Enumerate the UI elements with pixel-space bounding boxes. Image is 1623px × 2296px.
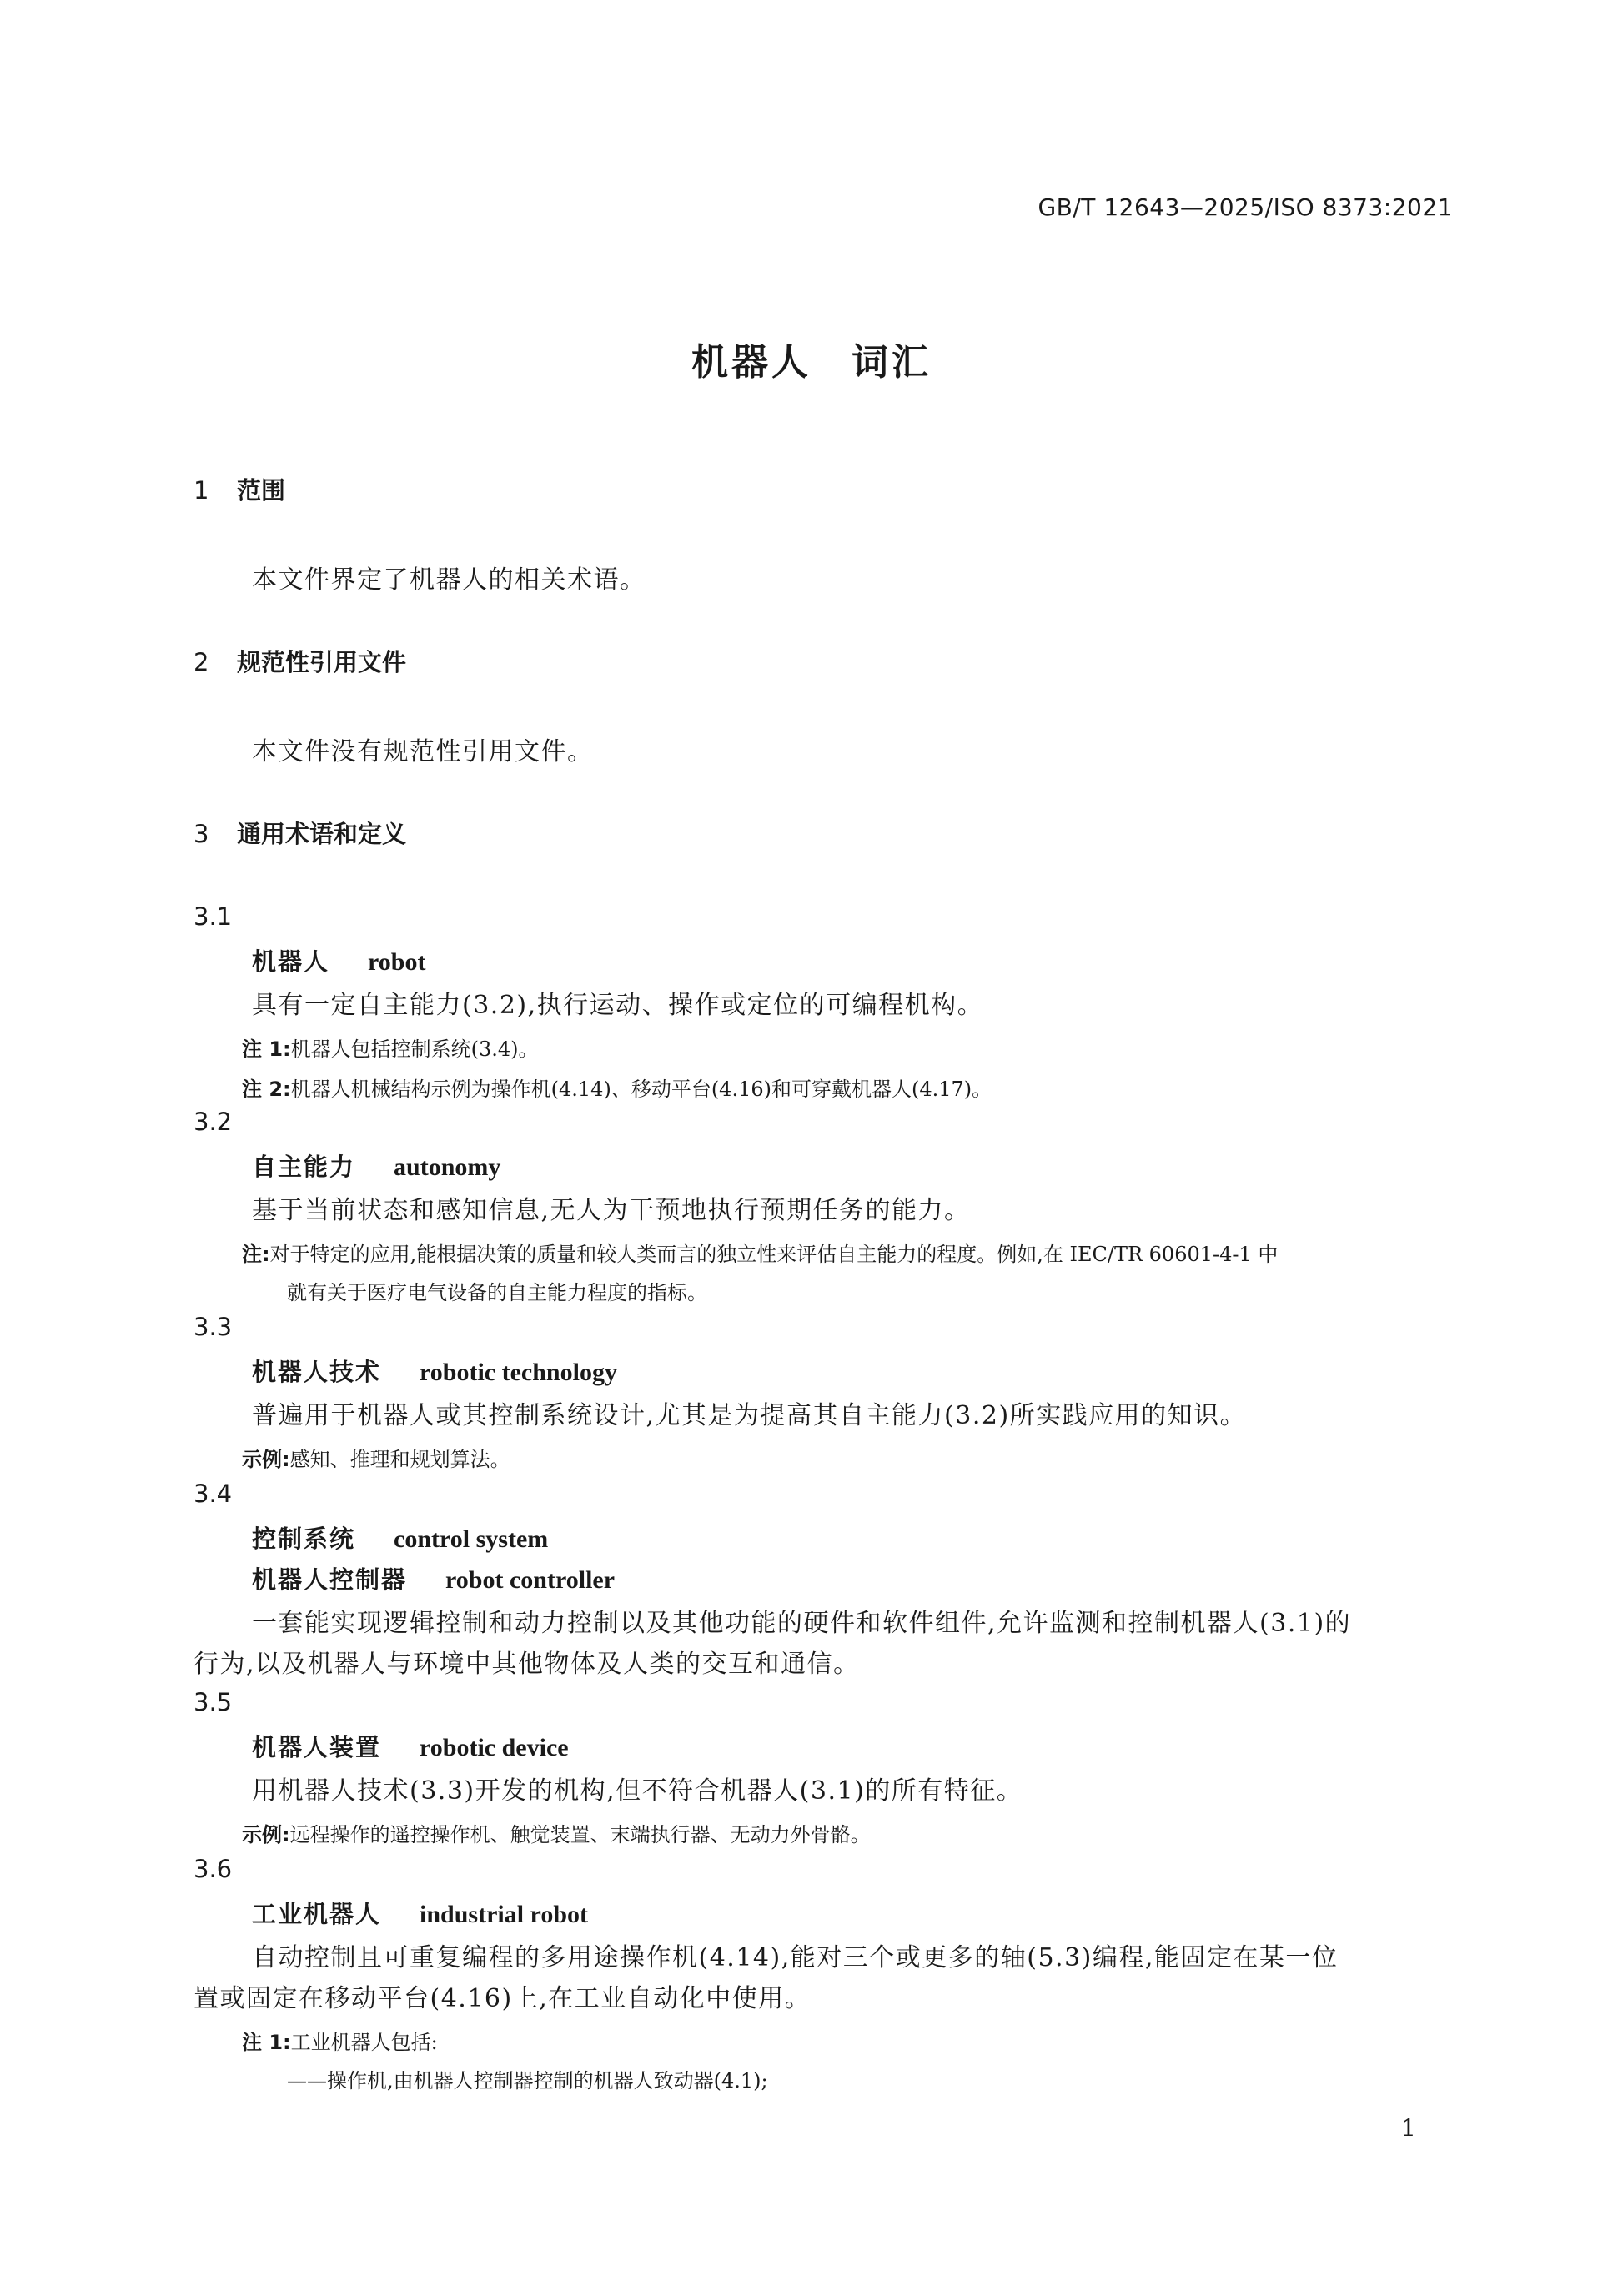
standard-code: GB/T 12643—2025/ISO 8373:2021 xyxy=(1038,193,1453,221)
term-heading: 工业机器人 industrial robot xyxy=(252,1900,589,1928)
term-note: 注 1:机器人包括控制系统(3.4)。 xyxy=(242,1037,539,1061)
document-title: 机器人 词汇 xyxy=(691,341,932,384)
term-definition-continuation: 置或固定在移动平台(4.16)上,在工业自动化中使用。 xyxy=(193,1984,812,2013)
section-heading-normative-references: 2 规范性引用文件 xyxy=(193,648,407,676)
section-heading-scope: 1 范围 xyxy=(193,476,286,505)
term-definition-continuation: 行为,以及机器人与环境中其他物体及人类的交互和通信。 xyxy=(193,1650,860,1679)
term-definition: 基于当前状态和感知信息,无人为干预地执行预期任务的能力。 xyxy=(252,1196,971,1225)
term-definition: 具有一定自主能力(3.2),执行运动、操作或定位的可编程机构。 xyxy=(252,991,984,1020)
term-heading: 自主能力 autonomy xyxy=(252,1153,501,1181)
clause-number: 3.5 xyxy=(193,1688,233,1716)
term-heading-synonym: 机器人控制器 robot controller xyxy=(252,1565,616,1594)
term-note-continuation: 就有关于医疗电气设备的自主能力程度的指标。 xyxy=(287,1281,707,1304)
term-heading: 机器人装置 robotic device xyxy=(252,1733,569,1761)
term-example: 示例:远程操作的遥控操作机、触觉装置、末端执行器、无动力外骨骼。 xyxy=(242,1823,871,1846)
clause-number: 3.6 xyxy=(193,1855,233,1883)
term-note: 注 2:机器人机械结构示例为操作机(4.14)、移动平台(4.16)和可穿戴机器人(4.17)。 xyxy=(242,1078,992,1101)
term-definition: 用机器人技术(3.3)开发的机构,但不符合机器人(3.1)的所有特征。 xyxy=(252,1776,1023,1806)
clause-number: 3.4 xyxy=(193,1480,233,1508)
term-definition: 一套能实现逻辑控制和动力控制以及其他功能的硬件和软件组件,允许监测和控制机器人(3.1)的 xyxy=(252,1609,1352,1638)
clause-number: 3.2 xyxy=(193,1108,233,1136)
term-heading: 机器人技术 robotic technology xyxy=(252,1358,617,1386)
section-text-scope: 本文件界定了机器人的相关术语。 xyxy=(252,565,646,595)
section-text-normative-references: 本文件没有规范性引用文件。 xyxy=(252,737,594,766)
term-heading: 控制系统 control system xyxy=(252,1525,549,1553)
term-definition: 自动控制且可重复编程的多用途操作机(4.14),能对三个或更多的轴(5.3)编程,能固定在某一位 xyxy=(252,1943,1339,1972)
list-item: ——操作机,由机器人控制器控制的机器人致动器(4.1); xyxy=(287,2069,768,2093)
section-heading-terms: 3 通用术语和定义 xyxy=(193,820,407,848)
term-note: 注 1:工业机器人包括: xyxy=(242,2031,438,2054)
clause-number: 3.1 xyxy=(193,902,233,931)
term-note: 注:对于特定的应用,能根据决策的质量和较人类而言的独立性来评估自主能力的程度。例如,在 IEC/TR 60601-4-1 中 xyxy=(242,1243,1279,1266)
term-example: 示例:感知、推理和规划算法。 xyxy=(242,1448,510,1471)
clause-number: 3.3 xyxy=(193,1313,233,1341)
term-definition: 普遍用于机器人或其控制系统设计,尤其是为提高其自主能力(3.2)所实践应用的知识。 xyxy=(252,1401,1247,1430)
term-heading: 机器人 robot xyxy=(252,947,426,976)
page-number: 1 xyxy=(1401,2114,1416,2142)
